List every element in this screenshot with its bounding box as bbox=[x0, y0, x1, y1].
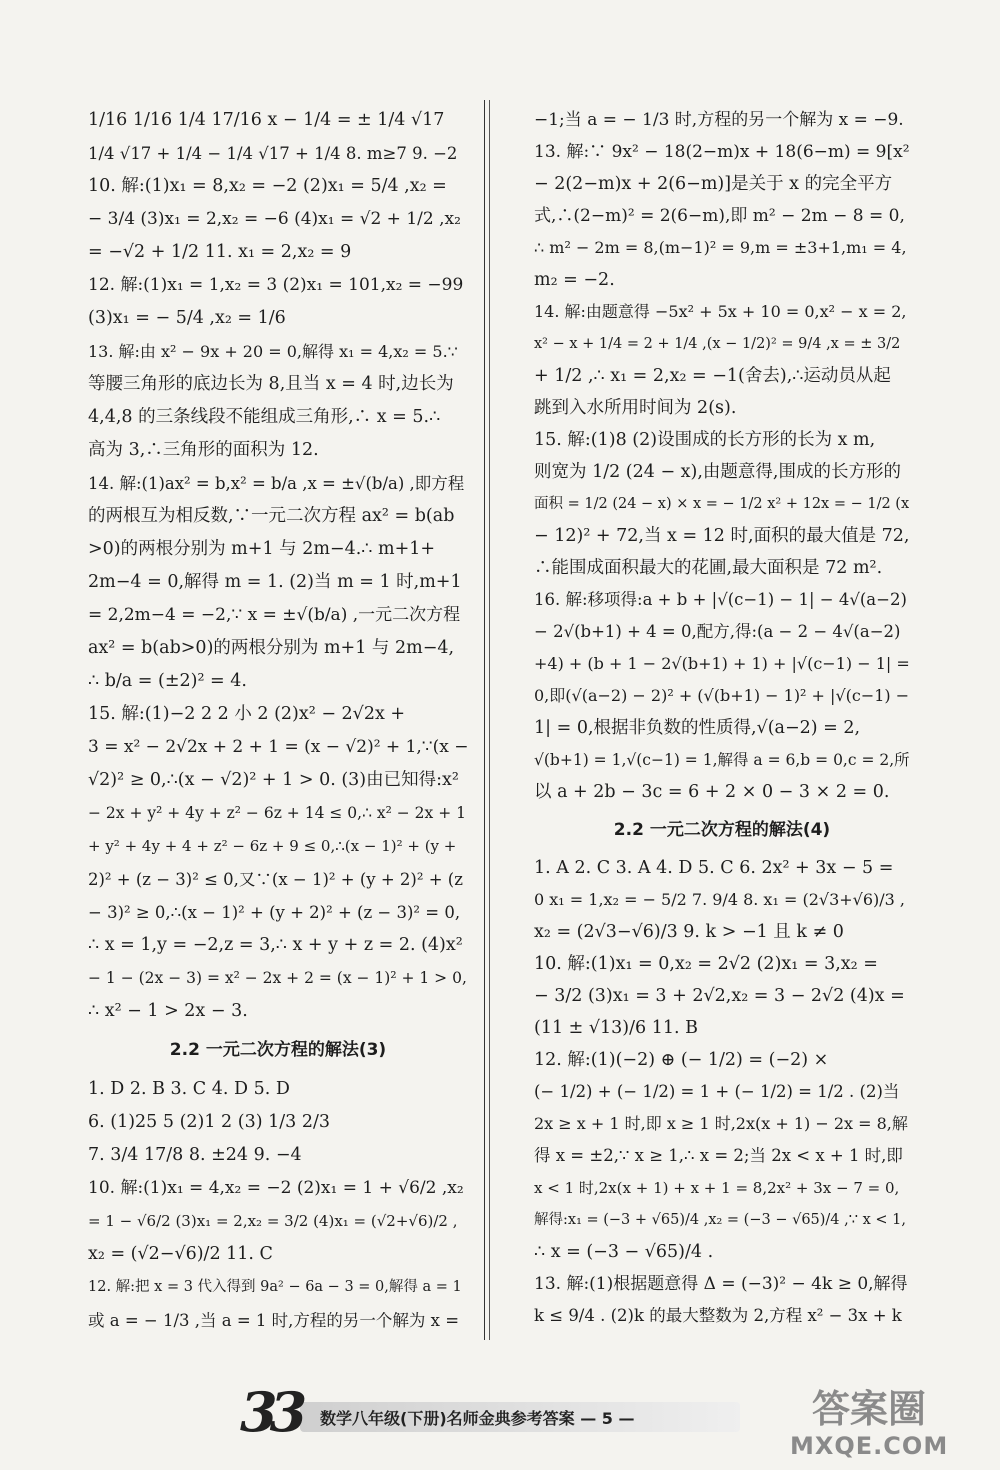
answer-line: 13. 解:(1)根据题意得 Δ = (−3)² − 4k ≥ 0,解得 bbox=[534, 1274, 908, 1294]
answer-line: x < 1 时,2x(x + 1) + x + 1 = 8,2x² + 3x − 7 = 0, bbox=[534, 1179, 900, 1197]
answer-line: 2x ≥ x + 1 时,即 x ≥ 1 时,2x(x + 1) − 2x = 8,解 bbox=[534, 1114, 908, 1133]
answer-line: x₂ = (2√3−√6)/3 9. k > −1 且 k ≠ 0 bbox=[534, 922, 844, 942]
answer-line: (3)x₁ = − 5/4 ,x₂ = 1/6 bbox=[88, 308, 286, 328]
answer-line: −1;当 a = − 1/3 时,方程的另一个解为 x = −9. bbox=[534, 110, 904, 130]
right-answer-lines-2 bbox=[534, 852, 910, 1332]
answer-line: k ≤ 9/4 . (2)k 的最大整数为 2,方程 x² − 3x + k bbox=[534, 1306, 902, 1325]
answer-line: − 2√(b+1) + 4 = 0,配方,得:(a − 2 − 4√(a−2) bbox=[534, 622, 901, 641]
answer-line: 3 = x² − 2√2x + 2 + 1 = (x − √2)² + 1,∵(x − bbox=[88, 737, 468, 757]
answer-line: 等腰三角形的底边长为 8,且当 x = 4 时,边长为 bbox=[88, 374, 454, 394]
answer-line: 解得:x₁ = (−3 + √65)/4 ,x₂ = (−3 − √65)/4 ,∵ x < 1, bbox=[534, 1212, 906, 1228]
column-divider bbox=[484, 100, 485, 1340]
answer-line: 13. 解:由 x² − 9x + 20 = 0,解得 x₁ = 4,x₂ = 5.∵ bbox=[88, 342, 458, 361]
answer-line: (11 ± √13)/6 11. B bbox=[534, 1018, 698, 1038]
answer-line: √(b+1) = 1,√(c−1) = 1,解得 a = 6,b = 0,c = 2,所 bbox=[534, 751, 910, 769]
answer-line: − 1 − (2x − 3) = x² − 2x + 2 = (x − 1)² + 1 > 0, bbox=[88, 969, 467, 987]
left-answer-lines bbox=[88, 104, 468, 1028]
answer-line: ∴ x = 1,y = −2,z = 3,∴ x + y + z = 2. (4)x² bbox=[88, 935, 463, 955]
section-heading-left: 2.2 一元二次方程的解法(3) bbox=[169, 1040, 387, 1060]
answer-line: − 2x + y² + 4y + z² − 6z + 14 ≤ 0,∴ x² − 2x + 1 bbox=[88, 804, 466, 822]
footer-text: 数学八年级(下册)名师金典参考答案 — 5 — bbox=[320, 1409, 635, 1428]
answer-line: ∴ m² − 2m = 8,(m−1)² = 9,m = ±3+1,m₁ = 4, bbox=[534, 238, 907, 257]
answer-line: 15. 解:(1)−2 2 2 小 2 (2)x² − 2√2x + bbox=[88, 704, 406, 724]
answer-line: ∴能围成面积最大的花圃,最大面积是 72 m². bbox=[534, 558, 883, 578]
answer-line: 14. 解:(1)ax² = b,x² = b/a ,x = ±√(b/a) ,即方程 bbox=[88, 474, 465, 493]
answer-line: + y² + 4y + 4 + z² − 6z + 9 ≤ 0,∴(x − 1)² + (y + bbox=[88, 837, 457, 855]
answer-line: m₂ = −2. bbox=[534, 270, 615, 290]
answer-line: 13. 解:∵ 9x² − 18(2−m)x + 18(6−m) = 9[x² bbox=[534, 142, 910, 162]
answer-line: 7. 3/4 17/8 8. ±24 9. −4 bbox=[88, 1145, 302, 1165]
answer-line: 1/16 1/16 1/4 17/16 x − 1/4 = ± 1/4 √17 bbox=[88, 110, 445, 130]
answer-line: 1. D 2. B 3. C 4. D 5. D bbox=[88, 1079, 290, 1099]
answer-line: 面积 = 1/2 (24 − x) × x = − 1/2 x² + 12x = − 1/2 (x bbox=[534, 496, 910, 512]
answer-line: 0,即(√(a−2) − 2)² + (√(b+1) − 1)² + |√(c−1) − bbox=[534, 686, 910, 705]
answer-line: = 1 − √6/2 (3)x₁ = 2,x₂ = 3/2 (4)x₁ = (√2+√6)/2 , bbox=[88, 1212, 458, 1230]
answer-line: 2)² + (z − 3)² ≤ 0,又∵(x − 1)² + (y + 2)² + (z bbox=[88, 870, 463, 889]
answer-line: + 1/2 ,∴ x₁ = 2,x₂ = −1(舍去),∴运动员从起 bbox=[534, 366, 891, 386]
answer-line: 12. 解:把 x = 3 代入得到 9a² − 6a − 3 = 0,解得 a = 1 bbox=[88, 1279, 462, 1295]
watermark-url: MXQE.COM bbox=[790, 1432, 949, 1460]
answer-line: 高为 3,∴三角形的面积为 12. bbox=[88, 440, 319, 460]
answer-line: 4,4,8 的三条线段不能组成三角形,∴ x = 5.∴ bbox=[88, 407, 441, 427]
answer-line: 10. 解:(1)x₁ = 4,x₂ = −2 (2)x₁ = 1 + √6/2 ,x₂ bbox=[88, 1178, 464, 1198]
answer-line: 的两根互为相反数,∵一元二次方程 ax² = b(ab bbox=[88, 506, 455, 526]
answer-line: 14. 解:由题意得 −5x² + 5x + 10 = 0,x² − x = 2, bbox=[534, 302, 907, 321]
watermark-title: 答案圈 bbox=[812, 1387, 927, 1431]
right-column bbox=[534, 104, 910, 1332]
section-heading-right: 2.2 一元二次方程的解法(4) bbox=[613, 820, 831, 840]
answer-line: − 3/2 (3)x₁ = 3 + 2√2,x₂ = 3 − 2√2 (4)x = bbox=[534, 986, 905, 1006]
footer-logo: 33 bbox=[240, 1380, 300, 1444]
answer-line: 6. (1)25 5 (2)1 2 (3) 1/3 2/3 bbox=[88, 1112, 331, 1132]
answer-line: 式,∴(2−m)² = 2(6−m),即 m² − 2m − 8 = 0, bbox=[534, 206, 905, 226]
answer-line: − 12)² + 72,当 x = 12 时,面积的最大值是 72, bbox=[534, 526, 910, 546]
left-answer-lines-2 bbox=[88, 1073, 468, 1337]
answer-line: x₂ = (√2−√6)/2 11. C bbox=[88, 1244, 273, 1264]
answer-line: 则宽为 1/2 (24 − x),由题意得,围成的长方形的 bbox=[534, 462, 901, 482]
answer-line: 12. 解:(1)x₁ = 1,x₂ = 3 (2)x₁ = 101,x₂ = −99 bbox=[88, 275, 464, 295]
answer-line: − 3/4 (3)x₁ = 2,x₂ = −6 (4)x₁ = √2 + 1/2 ,x₂ bbox=[88, 209, 461, 229]
column-divider-inner bbox=[489, 100, 490, 1340]
answer-line: +4) + (b + 1 − 2√(b+1) + 1) + |√(c−1) − 1| = bbox=[534, 654, 910, 673]
watermark-logo bbox=[790, 1378, 990, 1466]
answer-line: 10. 解:(1)x₁ = 8,x₂ = −2 (2)x₁ = 5/4 ,x₂ = bbox=[88, 176, 447, 196]
answer-line: (− 1/2) + (− 1/2) = 1 + (− 1/2) = 1/2 . (2)当 bbox=[534, 1082, 900, 1101]
answer-line: 1/4 √17 + 1/4 − 1/4 √17 + 1/4 8. m≥7 9. −2 bbox=[88, 144, 458, 163]
right-answer-lines bbox=[534, 104, 910, 808]
answer-line: 以 a + 2b − 3c = 6 + 2 × 0 − 3 × 2 = 0. bbox=[534, 782, 890, 802]
answer-line: >0)的两根分别为 m+1 与 2m−4.∴ m+1+ bbox=[88, 539, 436, 559]
answer-line: − 2(2−m)x + 2(6−m)]是关于 x 的完全平方 bbox=[534, 174, 893, 194]
answer-line: 1| = 0,根据非负数的性质得,√(a−2) = 2, bbox=[534, 718, 861, 738]
answer-line: 12. 解:(1)(−2) ⊕ (− 1/2) = (−2) × bbox=[534, 1050, 829, 1070]
answer-line: 0 x₁ = 1,x₂ = − 5/2 7. 9/4 8. x₁ = (2√3+√6)/3 , bbox=[534, 890, 906, 909]
answer-line: ∴ b/a = (±2)² = 4. bbox=[88, 671, 247, 691]
answer-line: ax² = b(ab>0)的两根分别为 m+1 与 2m−4, bbox=[88, 638, 455, 658]
answer-line: 或 a = − 1/3 ,当 a = 1 时,方程的另一个解为 x = bbox=[88, 1311, 460, 1330]
answer-line: ∴ x = (−3 − √65)/4 . bbox=[534, 1242, 714, 1262]
answer-line: 2m−4 = 0,解得 m = 1. (2)当 m = 1 时,m+1 bbox=[88, 572, 462, 592]
answer-line: ∴ x² − 1 > 2x − 3. bbox=[88, 1001, 248, 1021]
answer-line: 16. 解:移项得:a + b + |√(c−1) − 1| − 4√(a−2) bbox=[534, 590, 907, 609]
answer-line: − 3)² ≥ 0,∴(x − 1)² + (y + 2)² + (z − 3)² = 0, bbox=[88, 903, 461, 922]
answer-line: = 2,2m−4 = −2,∵ x = ±√(b/a) ,一元二次方程 bbox=[88, 605, 461, 625]
answer-line: 15. 解:(1)8 (2)设围成的长方形的长为 x m, bbox=[534, 430, 876, 450]
answer-line: 得 x = ±2,∵ x ≥ 1,∴ x = 2;当 2x < x + 1 时,即 bbox=[534, 1146, 903, 1165]
answer-line: √2)² ≥ 0,∴(x − √2)² + 1 > 0. (3)由已知得:x² bbox=[88, 770, 459, 790]
answer-line: x² − x + 1/4 = 2 + 1/4 ,(x − 1/2)² = 9/4 ,x = ± 3/2 bbox=[534, 336, 901, 352]
left-column bbox=[88, 104, 468, 1337]
answer-line: 1. A 2. C 3. A 4. D 5. C 6. 2x² + 3x − 5 = bbox=[534, 858, 894, 878]
answer-line: = −√2 + 1/2 11. x₁ = 2,x₂ = 9 bbox=[88, 242, 352, 262]
answer-line: 10. 解:(1)x₁ = 0,x₂ = 2√2 (2)x₁ = 3,x₂ = bbox=[534, 954, 878, 974]
answer-line: 跳到入水所用时间为 2(s). bbox=[534, 398, 737, 418]
